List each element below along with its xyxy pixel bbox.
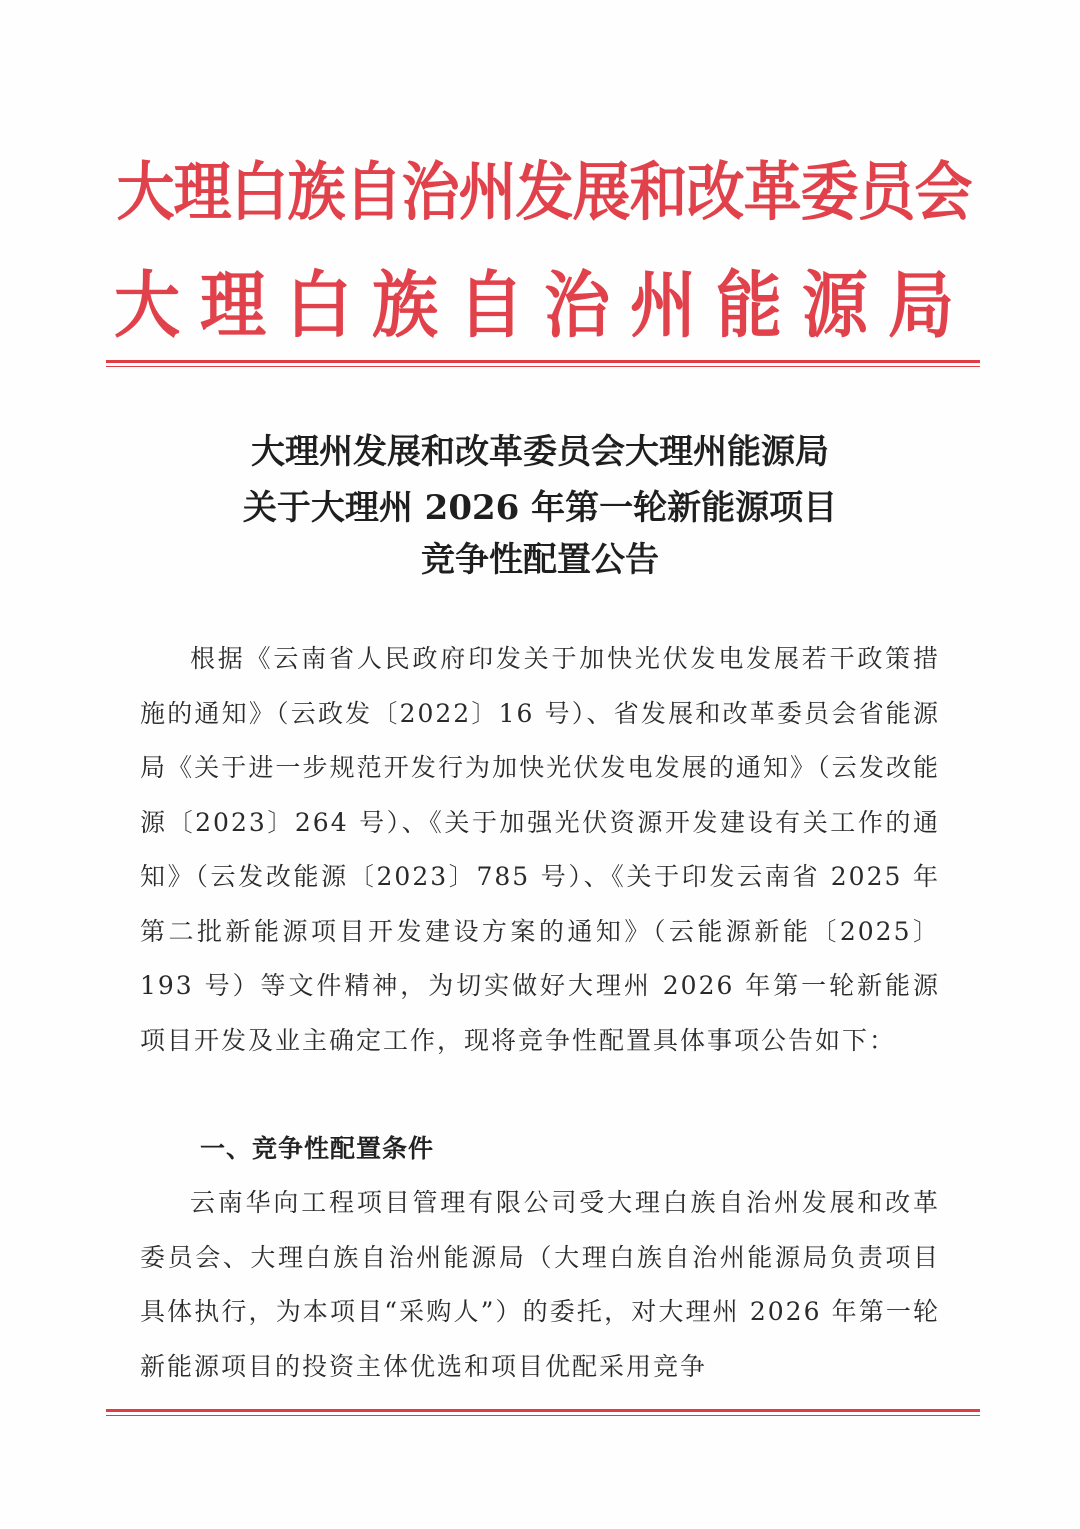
- document-title-line1: 大理州发展和改革委员会大理州能源局: [251, 432, 829, 472]
- issuer-header-energy-bureau: 大理白族自治州能源局: [114, 262, 974, 348]
- body-paragraph-2: 云南华向工程项目管理有限公司受大理白族自治州发展和改革委员会、大理白族自治州能源局（大理白族自治州能源局负责项目具体执行，为本项目“采购人”）的委托，对大理州 2026 年第一轮新能源项目的投资主体优选和项目优配采用竞争: [140, 1188, 940, 1381]
- body-paragraph-2-container: [140, 1176, 940, 1406]
- document-title-line2: 关于大理州 2026 年第一轮新能源项目: [242, 488, 838, 528]
- footer-red-rule-thin: [106, 1415, 980, 1416]
- section-heading-1: 一、竞争性配置条件: [200, 1134, 435, 1163]
- footer-red-rule-thick: [106, 1409, 980, 1412]
- header-red-rule-thick: [106, 360, 980, 363]
- document-title-line3: 竞争性配置公告: [421, 540, 659, 580]
- issuer-header-development-reform-commission: 大理白族自治州发展和改革委员会: [116, 154, 972, 230]
- body-paragraph-1-container: [140, 632, 940, 1132]
- header-red-rule-thin: [106, 366, 980, 367]
- body-paragraph-1: 根据《云南省人民政府印发关于加快光伏发电发展若干政策措施的通知》（云政发〔2022〕16 号）、省发展和改革委员会省能源局《关于进一步规范开发行为加快光伏发电发展的通知》（云发改能源〔2023〕264 号）、《关于加强光伏资源开发建设有关工作的通知》（云发改能源〔2023〕785 号）、《关于印发云南省 2025 年第二批新能源项目开发建设方案的通知》（云能源新能〔2025〕193 号）等文件精神，为切实做好大理州 2026 年第一轮新能源项目开发及业主确定工作，现将竞争性配置具体事项公告如下：: [140, 644, 940, 1055]
